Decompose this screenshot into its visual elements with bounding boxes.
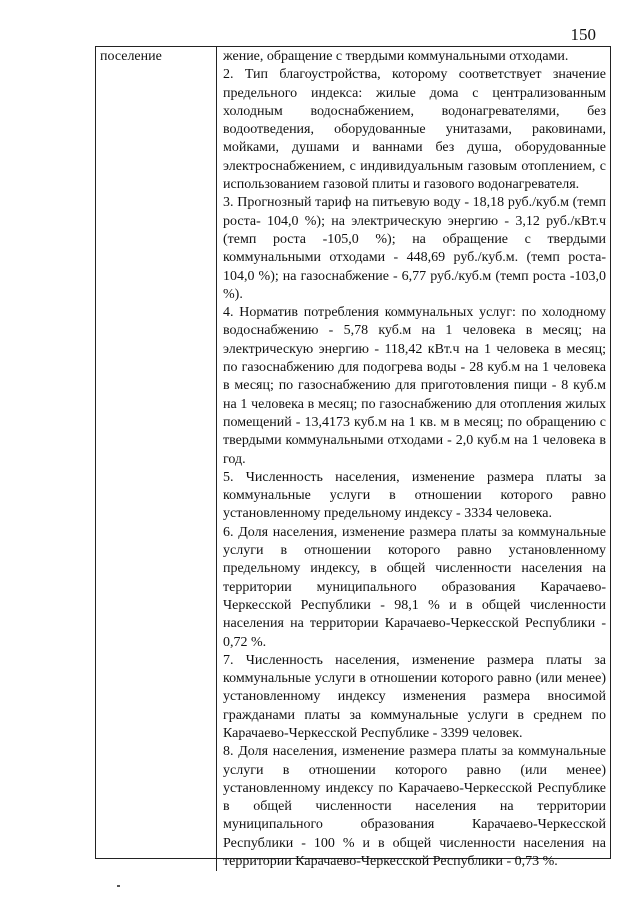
scan-mark (117, 885, 120, 887)
paragraph-item-8: 8. Доля населения, изменение размера платы за коммунальные услуги в отношении которого равно (или менее) установленному индексу по Карачаево-Черкесской Республике в общей численности населения на территории муниципального образования Карачаево-Черкесской Республики - 100 % и в общей численности населения на территории Карачаево-Черкесской Республики - 0,73 %. (223, 744, 606, 870)
paragraph-item-5: 5. Численность населения, изменение размера платы за коммунальные услуги в отношении которого равно установленному предельному индексу - 3334 человека. (223, 469, 606, 522)
document-table (95, 46, 611, 870)
paragraph-item-7: 7. Численность населения, изменение размера платы за коммунальные услуги в отношении которого равно (или менее) установленному индексу изменения размера вносимой гражданами платы за коммунальные услуги в среднем по Карачаево-Черкесской Республике - 3399 человек. (223, 652, 606, 741)
page-number: 150 (570, 25, 596, 44)
indicators-cell (217, 47, 610, 871)
paragraph-item-3: 3. Прогнозный тариф на питьевую воду - 18,18 руб./куб.м (темп роста- 104,0 %); на электрическую энергию - 3,12 руб./кВт.ч (темп роста -105,0 %); на обращение с твердыми коммунальными отходами - 448,69 руб./куб.м. (темп роста- 104,0 %); на газоснабжение - 6,77 руб./куб.м (темп роста -103,0 %). (223, 195, 606, 302)
paragraph-item-2: 2. Тип благоустройства, которому соответствует значение предельного индекса: жилые дома с централизованным холодным водоснабжением, водонагревателями, без водоотведения, оборудованные унитазами, раковинами, мойками, душами и ваннами без душа, оборудованные электроснабжением, с индивидуальным газовым отоплением, с использованием газовой плиты и газового водонагревателя. (223, 67, 606, 193)
paragraph-item-4: 4. Норматив потребления коммунальных услуг: по холодному водоснабжению - 5,78 куб.м на 1 человека в месяц; на электрическую энергию - 118,42 кВт.ч на 1 человека в месяц; по газоснабжению для подогрева воды - 28 куб.м на 1 человека в месяц; по газоснабжению для приготовления пищи - 8 куб.м на 1 человека в месяц; по газоснабжению для отопления жилых помещений - 13,4173 куб.м на 1 кв. м в месяц; по обращению с твердыми коммунальными отходами - 2,0 куб.м на 1 человека в год. (223, 305, 606, 467)
paragraph-item-6: 6. Доля населения, изменение размера платы за коммунальные услуги в отношении которого равно установленному предельному индексу, в общей численности населения на территории муниципального образования Карачаево-Черкесской Республики - 98,1 % и в общей численности населения на территории Карачаево-Черкесской Республики - 0,72 %. (223, 524, 606, 650)
settlement-label-cell: поселение (96, 47, 217, 871)
paragraph-continuation: жение, обращение с твердыми коммунальными отходами. (223, 49, 569, 64)
